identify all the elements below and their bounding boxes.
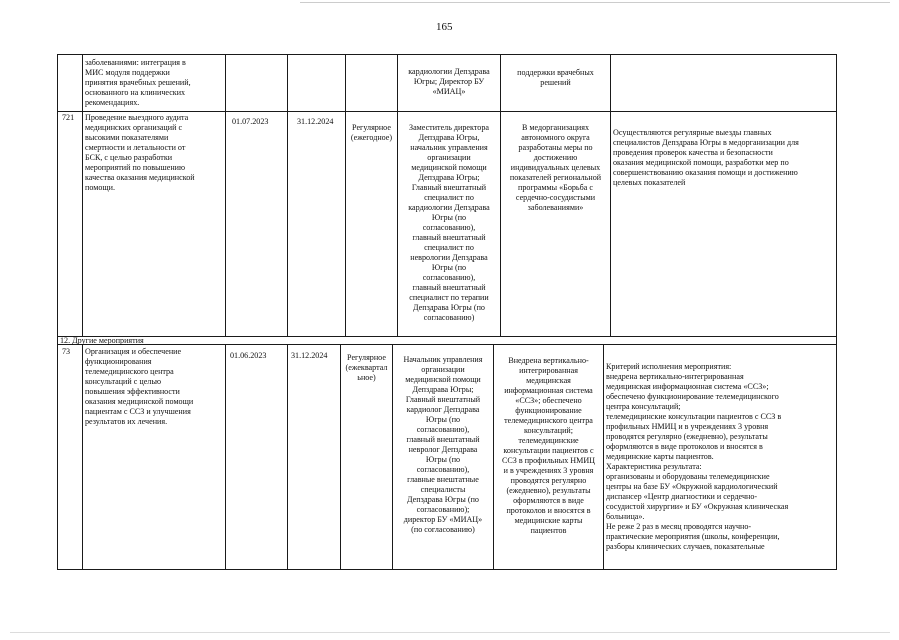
cell-line: интегрированная — [519, 366, 578, 375]
cell-line: показателей региональной — [509, 173, 602, 182]
cell-line: решений — [540, 78, 571, 87]
cell-line: Регулярное — [352, 123, 391, 132]
cell-line: заболеваниями» — [527, 203, 584, 212]
cell-line: сердечно-сосудистыми — [515, 193, 596, 202]
cell-line: телемедицинские — [518, 436, 579, 445]
cell-line: функционирования — [85, 357, 152, 366]
cell-line: проводятся регулярно — [510, 476, 587, 485]
cell-line: Начальник управления — [403, 355, 483, 364]
cell-line: медицинские карты — [514, 516, 583, 525]
cell-line: медицинской помощи — [405, 375, 481, 384]
cell-line: Депздрава Югры; — [412, 385, 474, 394]
cell-line: разработаны меры по — [518, 143, 593, 152]
cell-line: медицинских организаций с — [85, 123, 183, 132]
cell-line: телемедицинского центра — [504, 416, 593, 425]
cell-line: согласованию), — [416, 465, 470, 474]
page-number: 165 — [436, 21, 453, 33]
cell-line: медицинские карты пациентов. — [606, 452, 714, 461]
cell-line: невролог Депздрава — [408, 445, 478, 454]
cell-line: информационная система — [504, 386, 593, 395]
cell-line: программы «Борьба с — [518, 183, 593, 192]
cell-line: больница». — [606, 512, 645, 521]
cell-line: кардиолог Депздрава — [406, 405, 480, 414]
cell-line: Характеристика результата: — [606, 462, 702, 471]
cell-line: БСК, с целью разработки — [85, 153, 173, 162]
cell-line: Югры (по — [431, 213, 467, 222]
cell-line: специалист по — [424, 193, 474, 202]
cell-line: организации — [421, 365, 465, 374]
cell-line: (по согласованию) — [411, 525, 475, 534]
start-date: 01.06.2023 — [230, 351, 267, 360]
cell-line: согласованию) — [423, 313, 475, 322]
cell-line: Югры; Директор БУ — [413, 77, 485, 86]
cell-line: основанного на клинических — [85, 88, 186, 97]
cell-line: консультаций; — [524, 426, 573, 435]
cell-line: медицинской помощи — [411, 163, 487, 172]
cell-line: автономного округа — [521, 133, 590, 142]
cell-line: Югры (по — [425, 415, 461, 424]
cell-line: мероприятий по повышению — [85, 163, 186, 172]
cell-line: главный внештатный — [412, 233, 486, 242]
cell-line: «ССЗ»; обеспечено — [515, 396, 582, 405]
cell-line: (ежедневно), результаты — [506, 486, 591, 495]
cell-line: В медорганизациях — [521, 123, 590, 132]
cell-line: помощи. — [85, 183, 115, 192]
cell-line: консультаций с целью — [85, 377, 162, 386]
cell-line: проводятся регулярно (ежедневно), результаты — [606, 432, 768, 441]
cell-line: сосудистой хирургии» и БУ «Окружная клиническая — [606, 502, 789, 511]
cell-line: Главный внештатный — [405, 395, 481, 404]
cell-line: Депздрава Югры, — [418, 133, 480, 142]
cell-line: качества оказания медицинской — [85, 173, 195, 182]
cell-line: центры на базе БУ «Окружной кардиологический — [606, 482, 778, 491]
cell-line: оформляются в виде — [513, 496, 584, 505]
cell-line: Проведение выездного аудита — [85, 113, 189, 122]
cell-line: протоколов и вносятся в — [506, 506, 591, 515]
cell-line: практические мероприятия (школы, конференции, — [606, 532, 780, 541]
cell-line: кардиологии Депздрава — [408, 203, 490, 212]
section-title: 12. Другие мероприятия — [60, 336, 144, 345]
cell-line: консультации пациентов с — [503, 446, 594, 455]
start-date: 01.07.2023 — [232, 117, 269, 126]
cell-line: «МИАЦ» — [432, 87, 466, 96]
cell-line: Югры (по — [425, 455, 461, 464]
cell-line: целевых показателей — [613, 178, 686, 187]
cell-line: ьное) — [357, 373, 376, 382]
cell-line: высокими показателями — [85, 133, 169, 142]
cell-line: и в учреждениях 3 уровня — [503, 466, 594, 475]
cell-line: рекомендациях. — [85, 98, 140, 107]
cell-line: согласованию), — [422, 273, 476, 282]
cell-line: организованы и оборудованы телемедицинские — [606, 472, 770, 481]
cell-line: начальник управления — [410, 143, 488, 152]
cell-line: согласованию); — [416, 505, 470, 514]
cell-line: Югры (по — [431, 263, 467, 272]
cell-line: Заместитель директора — [409, 123, 489, 132]
cell-line: главные внештатные — [407, 475, 479, 484]
cell-line: поддержки врачебных — [517, 68, 594, 77]
cell-line: Депздрава Югры (по — [413, 303, 485, 312]
cell-line: телемедицинского центра — [85, 367, 174, 376]
cell-line: достижению — [533, 153, 578, 162]
cell-line: организации — [427, 153, 471, 162]
cell-line: медицинская — [526, 376, 571, 385]
cell-line: обеспечено функционирование телемедицинского — [606, 392, 779, 401]
cell-line: согласованию), — [422, 223, 476, 232]
cell-line: Критерий исполнения мероприятия: — [606, 362, 732, 371]
cell-line: оказания медицинской помощи — [85, 397, 194, 406]
cell-line: пациентов — [530, 526, 567, 535]
cell-line: функционирование — [515, 406, 582, 415]
cell-line: специалистов Депздрава Югры в медорганизации для — [613, 138, 799, 147]
end-date: 31.12.2024 — [291, 351, 328, 360]
cell-line: оформляются в виде протоколов и вносятся в — [606, 442, 763, 451]
cell-line: Осуществляются регулярные выезды главных — [613, 128, 772, 137]
cell-line: проведения проверок качества и безопасности — [613, 148, 773, 157]
cell-line: Регулярное — [347, 353, 386, 362]
cell-line: профильных НМИЦ и в учреждениях 3 уровня — [606, 422, 769, 431]
cell-line: (ежеквартал — [345, 363, 388, 372]
cell-line: внедрена вертикально-интегрированная — [606, 372, 744, 381]
cell-line: (ежегодное) — [350, 133, 393, 142]
cell-line: смертности и летальности от — [85, 143, 186, 152]
cell-line: МИС модуля поддержки — [85, 68, 170, 77]
cell-line: диспансер «Центр диагностики и сердечно- — [606, 492, 758, 501]
cell-line: медицинская информационная система «ССЗ»; — [606, 382, 769, 391]
cell-line: неврологии Депздрава — [410, 253, 488, 262]
cell-line: оказания медицинской помощи, разработки мер по — [613, 158, 789, 167]
cell-line: директор БУ «МИАЦ» — [403, 515, 483, 524]
cell-line: главный внештатный — [406, 435, 480, 444]
cell-line: главный внештатный — [412, 283, 486, 292]
cell-line: пациентам с ССЗ и улучшения — [85, 407, 191, 416]
cell-line: принятия врачебных решений, — [85, 78, 191, 87]
row-number: 73 — [62, 347, 71, 356]
cell-line: ССЗ в профильных НМИЦ — [501, 456, 596, 465]
cell-line: индивидуальных целевых — [510, 163, 601, 172]
row-number: 721 — [62, 113, 75, 122]
cell-line: специалисты — [420, 485, 466, 494]
cell-line: Не реже 2 раз в месяц проводятся научно- — [606, 522, 752, 531]
end-date: 31.12.2024 — [297, 117, 334, 126]
cell-line: Внедрена вертикально- — [508, 356, 589, 365]
cell-line: разборы клинических случаев, показательные — [606, 542, 765, 551]
cell-line: повышения эффективности — [85, 387, 180, 396]
cell-line: центра консультаций; — [606, 402, 681, 411]
cell-line: совершенствованию оказания помощи и достижению — [613, 168, 798, 177]
cell-line: кардиологии Депздрава — [408, 67, 490, 76]
cell-line: Депздрава Югры (по — [407, 495, 479, 504]
cell-line: Организация и обеспечение — [85, 347, 182, 356]
cell-line: заболеваниями: интеграция в — [85, 58, 186, 67]
cell-line: Депздрава Югры; — [418, 173, 480, 182]
cell-line: результатов их лечения. — [85, 417, 168, 426]
cell-line: специалист по — [424, 243, 474, 252]
cell-line: согласованию), — [416, 425, 470, 434]
cell-line: Главный внештатный — [411, 183, 487, 192]
cell-line: специалист по терапии — [409, 293, 489, 302]
cell-line: телемедицинские консультации пациентов с ССЗ в — [606, 412, 782, 421]
